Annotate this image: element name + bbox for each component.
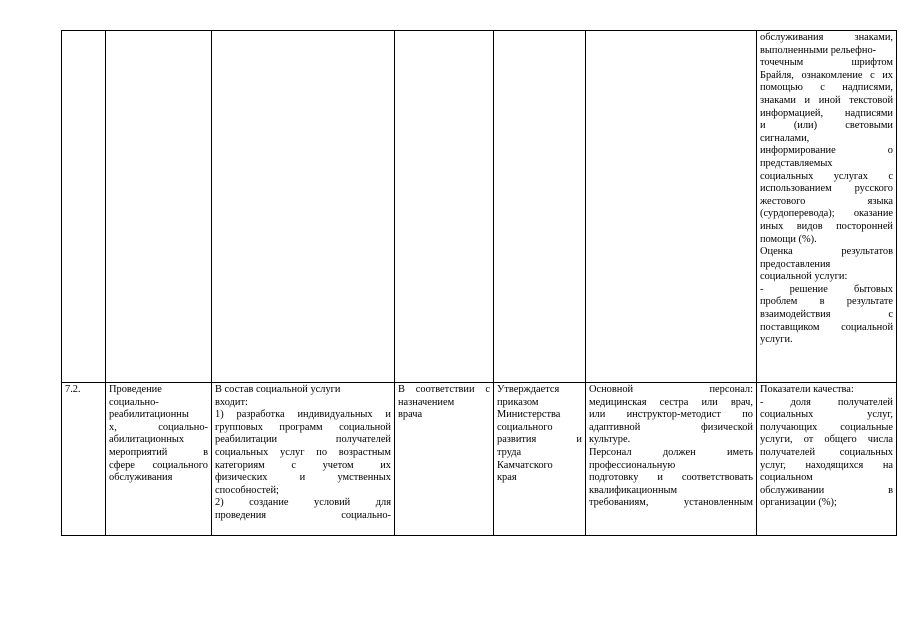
text-line: 1) разработка индивидуальных и	[215, 409, 391, 421]
number-cell	[62, 383, 106, 536]
text-line: Оценка результатов	[760, 246, 893, 258]
text-line: мероприятий в	[109, 446, 208, 458]
text-line: организации (%);	[760, 497, 837, 509]
text-line: сфере социального	[109, 459, 208, 471]
text-line: проведения социально-	[215, 509, 391, 521]
text-line: подготовку и соответствовать	[589, 472, 753, 484]
text-line: Камчатского	[497, 459, 553, 471]
table-row	[62, 383, 897, 536]
text-line: медицинская сестра или врач,	[589, 396, 753, 408]
conditions-text	[589, 384, 753, 510]
text-line: получателей социальных	[760, 446, 893, 458]
text-line: помощью с надписями,	[760, 82, 893, 94]
conditions-cell	[586, 383, 757, 536]
text-line: социальных услуг,	[760, 409, 893, 421]
text-line: В состав социальной услуги	[215, 384, 341, 395]
text-line: информацией, надписями	[760, 107, 893, 119]
text-line: Министерства	[497, 409, 561, 421]
norms-cell	[395, 383, 494, 536]
text-line: информирование о	[760, 145, 893, 157]
text-line: услуг, находящихся на	[760, 459, 893, 471]
text-line: реабилитации получателей	[215, 434, 391, 446]
quality-text	[760, 384, 893, 510]
text-line: обслуживания знаками,	[760, 32, 893, 43]
text-line: Основной персонал:	[589, 384, 753, 395]
text-line: проблем в результате	[760, 296, 893, 308]
text-line: труда	[497, 446, 522, 458]
row-number: 7.2.	[65, 384, 81, 395]
text-line: социальных услуг по возрастным	[215, 446, 391, 458]
text-line: социальной услуги:	[760, 271, 848, 283]
text-line: - решение бытовых	[760, 283, 893, 295]
text-line: профессиональную	[589, 459, 676, 471]
text-line: групповых программ социальной	[215, 421, 391, 433]
text-line: использованием русского	[760, 183, 893, 195]
description-cell	[212, 383, 395, 536]
text-line: сигналами,	[760, 132, 810, 144]
text-line: получающих социальные	[760, 421, 893, 433]
text-line: поставщиком социальной	[760, 321, 893, 333]
text-line: знаками и иной текстовой	[760, 94, 893, 106]
text-line: Утверждается	[497, 384, 560, 395]
quality-cell	[757, 31, 897, 383]
text-line: реабилитационны	[109, 409, 189, 421]
text-line: обслуживания	[109, 472, 173, 484]
text-line: физических и умственных	[215, 472, 391, 484]
text-line: приказом	[497, 396, 539, 408]
text-line: (сурдоперевода); оказание	[760, 208, 893, 220]
text-line: 2) создание условий для	[215, 497, 391, 509]
description-cell	[212, 31, 395, 383]
text-line: Показатели качества:	[760, 384, 854, 395]
text-line: В соответствии с	[398, 384, 490, 395]
text-line: выполненными рельефно-	[760, 44, 877, 56]
text-line: категориям с учетом их	[215, 459, 391, 471]
text-line: назначением	[398, 396, 455, 408]
text-line: социально-	[109, 396, 159, 408]
service-name-text	[109, 384, 208, 485]
text-line: жестового языка	[760, 195, 893, 207]
norms-cell	[395, 31, 494, 383]
description-text	[215, 384, 391, 523]
text-line: х, социально-	[109, 421, 208, 433]
text-line: представляемых	[760, 157, 833, 169]
text-line: помощи (%).	[760, 233, 817, 245]
text-line: Проведение	[109, 384, 162, 395]
text-line: культуре.	[589, 434, 631, 446]
tariff-cell	[494, 31, 586, 383]
text-line: взаимодействия с	[760, 309, 893, 321]
text-line: квалификационным	[589, 484, 678, 496]
text-line: точечным шрифтом	[760, 57, 893, 69]
text-line: услуги.	[760, 334, 793, 346]
text-line: способностей;	[215, 484, 279, 496]
table-row	[62, 31, 897, 383]
services-table	[61, 30, 897, 536]
service-name-cell	[106, 383, 212, 536]
text-line: Персонал должен иметь	[589, 446, 753, 458]
text-line: услуги, от общего числа	[760, 434, 893, 446]
text-line: или инструктор-методист по	[589, 409, 753, 421]
text-line: развития и	[497, 434, 582, 446]
norms-text	[398, 384, 490, 422]
tariff-cell	[494, 383, 586, 536]
quality-text-top	[760, 32, 893, 347]
text-line: требованиям, установленным	[589, 497, 753, 509]
text-line: Брайля, ознакомление с их	[760, 69, 893, 81]
text-line: иных видов посторонней	[760, 220, 893, 232]
tariff-text	[497, 384, 582, 485]
text-line: края	[497, 472, 517, 484]
conditions-cell	[586, 31, 757, 383]
text-line: адаптивной физической	[589, 421, 753, 433]
text-line: - доля получателей	[760, 396, 893, 408]
text-line: обслуживании в	[760, 484, 893, 496]
text-line: социального	[497, 421, 553, 433]
text-line: предоставления	[760, 258, 831, 270]
quality-cell	[757, 383, 897, 536]
text-line: входит:	[215, 396, 248, 408]
text-line: социальном	[760, 472, 813, 484]
text-line: врача	[398, 409, 423, 421]
text-line: социальных услугах с	[760, 170, 893, 182]
text-line: и (или) световыми	[760, 120, 893, 132]
service-name-cell	[106, 31, 212, 383]
number-cell	[62, 31, 106, 383]
text-line: абилитационных	[109, 434, 185, 446]
